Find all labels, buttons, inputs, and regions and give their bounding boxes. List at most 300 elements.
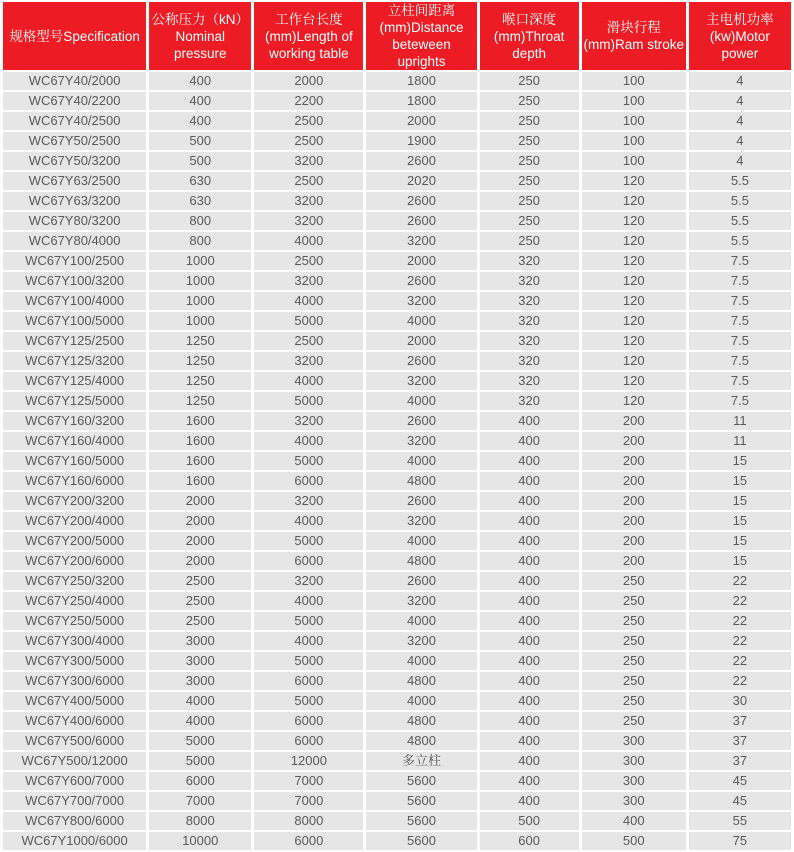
table-row bbox=[3, 92, 791, 110]
value-cell: 45 bbox=[689, 772, 791, 790]
table-row bbox=[3, 692, 791, 710]
value-cell: 7.5 bbox=[689, 252, 791, 270]
spec-model-cell: WC67Y300/5000 bbox=[3, 652, 146, 670]
value-cell: 2600 bbox=[366, 152, 476, 170]
spec-model-cell: WC67Y50/3200 bbox=[3, 152, 146, 170]
spec-model-cell: WC67Y700/7000 bbox=[3, 792, 146, 810]
table-row bbox=[3, 372, 791, 390]
value-cell: 120 bbox=[582, 292, 686, 310]
spec-model-cell: WC67Y160/5000 bbox=[3, 452, 146, 470]
value-cell: 3200 bbox=[254, 572, 363, 590]
spec-model-cell: WC67Y100/2500 bbox=[3, 252, 146, 270]
value-cell: 4000 bbox=[366, 452, 476, 470]
spec-model-cell: WC67Y40/2200 bbox=[3, 92, 146, 110]
value-cell: 4000 bbox=[149, 692, 251, 710]
value-cell: 3200 bbox=[254, 492, 363, 510]
value-cell: 4000 bbox=[149, 712, 251, 730]
table-row bbox=[3, 832, 791, 850]
column-header-working-table-length: 工作台长度 (mm)Length of working table bbox=[254, 2, 363, 70]
spec-model-cell: WC67Y100/4000 bbox=[3, 292, 146, 310]
table-row bbox=[3, 392, 791, 410]
value-cell: 37 bbox=[689, 752, 791, 770]
value-cell: 6000 bbox=[149, 772, 251, 790]
value-cell: 400 bbox=[480, 752, 579, 770]
table-row bbox=[3, 292, 791, 310]
column-header-specification: 规格型号Specification bbox=[3, 2, 146, 70]
value-cell: 4000 bbox=[366, 612, 476, 630]
spec-model-cell: WC67Y200/6000 bbox=[3, 552, 146, 570]
value-cell: 100 bbox=[582, 152, 686, 170]
value-cell: 15 bbox=[689, 512, 791, 530]
table-row bbox=[3, 72, 791, 90]
value-cell: 320 bbox=[480, 352, 579, 370]
value-cell: 22 bbox=[689, 612, 791, 630]
value-cell: 15 bbox=[689, 452, 791, 470]
value-cell: 250 bbox=[582, 632, 686, 650]
value-cell: 320 bbox=[480, 312, 579, 330]
value-cell: 4000 bbox=[366, 532, 476, 550]
value-cell: 4000 bbox=[254, 232, 363, 250]
value-cell: 5000 bbox=[254, 312, 363, 330]
value-cell: 1600 bbox=[149, 472, 251, 490]
value-cell: 7000 bbox=[254, 772, 363, 790]
value-cell: 3200 bbox=[366, 592, 476, 610]
value-cell: 7000 bbox=[149, 792, 251, 810]
value-cell: 400 bbox=[480, 692, 579, 710]
value-cell: 5000 bbox=[254, 392, 363, 410]
value-cell: 2200 bbox=[254, 92, 363, 110]
table-row bbox=[3, 272, 791, 290]
table-row bbox=[3, 612, 791, 630]
spec-model-cell: WC67Y300/4000 bbox=[3, 632, 146, 650]
value-cell: 5600 bbox=[366, 812, 476, 830]
value-cell: 120 bbox=[582, 192, 686, 210]
value-cell: 400 bbox=[480, 432, 579, 450]
value-cell: 75 bbox=[689, 832, 791, 850]
value-cell: 400 bbox=[480, 712, 579, 730]
value-cell: 500 bbox=[480, 812, 579, 830]
value-cell: 2500 bbox=[254, 172, 363, 190]
value-cell: 120 bbox=[582, 332, 686, 350]
value-cell: 400 bbox=[149, 72, 251, 90]
value-cell: 400 bbox=[480, 732, 579, 750]
value-cell: 100 bbox=[582, 72, 686, 90]
value-cell: 400 bbox=[480, 552, 579, 570]
value-cell: 1250 bbox=[149, 392, 251, 410]
value-cell: 500 bbox=[582, 832, 686, 850]
value-cell: 2500 bbox=[254, 332, 363, 350]
spec-model-cell: WC67Y63/2500 bbox=[3, 172, 146, 190]
value-cell: 6000 bbox=[254, 712, 363, 730]
table-row bbox=[3, 752, 791, 770]
value-cell: 1600 bbox=[149, 452, 251, 470]
value-cell: 7.5 bbox=[689, 272, 791, 290]
value-cell: 500 bbox=[149, 152, 251, 170]
value-cell: 320 bbox=[480, 252, 579, 270]
value-cell: 4 bbox=[689, 152, 791, 170]
value-cell: 400 bbox=[480, 792, 579, 810]
value-cell: 1250 bbox=[149, 332, 251, 350]
value-cell: 250 bbox=[582, 712, 686, 730]
table-row bbox=[3, 652, 791, 670]
spec-model-cell: WC67Y250/4000 bbox=[3, 592, 146, 610]
spec-model-cell: WC67Y1000/6000 bbox=[3, 832, 146, 850]
value-cell: 5600 bbox=[366, 832, 476, 850]
value-cell: 5600 bbox=[366, 792, 476, 810]
value-cell: 250 bbox=[582, 672, 686, 690]
value-cell: 55 bbox=[689, 812, 791, 830]
value-cell: 4800 bbox=[366, 712, 476, 730]
spec-model-cell: WC67Y300/6000 bbox=[3, 672, 146, 690]
value-cell: 10000 bbox=[149, 832, 251, 850]
value-cell: 22 bbox=[689, 652, 791, 670]
value-cell: 200 bbox=[582, 512, 686, 530]
value-cell: 2600 bbox=[366, 572, 476, 590]
spec-model-cell: WC67Y500/6000 bbox=[3, 732, 146, 750]
value-cell: 4 bbox=[689, 132, 791, 150]
column-header-throat-depth: 喉口深度 (mm)Throat depth bbox=[480, 2, 579, 70]
table-row bbox=[3, 192, 791, 210]
value-cell: 2020 bbox=[366, 172, 476, 190]
value-cell: 400 bbox=[149, 92, 251, 110]
value-cell: 250 bbox=[480, 232, 579, 250]
value-cell: 2600 bbox=[366, 212, 476, 230]
value-cell: 200 bbox=[582, 492, 686, 510]
value-cell: 250 bbox=[480, 112, 579, 130]
table-row bbox=[3, 112, 791, 130]
value-cell: 4000 bbox=[366, 392, 476, 410]
value-cell: 400 bbox=[480, 612, 579, 630]
value-cell: 5.5 bbox=[689, 192, 791, 210]
value-cell: 320 bbox=[480, 272, 579, 290]
value-cell: 500 bbox=[149, 132, 251, 150]
value-cell: 3200 bbox=[366, 292, 476, 310]
spec-model-cell: WC67Y200/3200 bbox=[3, 492, 146, 510]
value-cell: 5000 bbox=[254, 452, 363, 470]
value-cell: 4 bbox=[689, 112, 791, 130]
value-cell: 22 bbox=[689, 572, 791, 590]
value-cell: 250 bbox=[582, 652, 686, 670]
value-cell: 3200 bbox=[254, 272, 363, 290]
value-cell: 250 bbox=[480, 192, 579, 210]
value-cell: 400 bbox=[480, 672, 579, 690]
value-cell: 120 bbox=[582, 392, 686, 410]
spec-model-cell: WC67Y250/5000 bbox=[3, 612, 146, 630]
table-row bbox=[3, 412, 791, 430]
table-row bbox=[3, 172, 791, 190]
column-header-distance-between-uprights: 立柱间距离 (mm)Distance beteween uprights bbox=[366, 2, 476, 70]
value-cell: 12000 bbox=[254, 752, 363, 770]
value-cell: 2500 bbox=[254, 132, 363, 150]
spec-model-cell: WC67Y40/2000 bbox=[3, 72, 146, 90]
table-row bbox=[3, 632, 791, 650]
value-cell: 400 bbox=[149, 112, 251, 130]
value-cell: 250 bbox=[480, 172, 579, 190]
table-row bbox=[3, 772, 791, 790]
value-cell: 4000 bbox=[366, 652, 476, 670]
value-cell: 3000 bbox=[149, 652, 251, 670]
value-cell: 120 bbox=[582, 312, 686, 330]
spec-model-cell: WC67Y125/4000 bbox=[3, 372, 146, 390]
value-cell: 400 bbox=[480, 512, 579, 530]
value-cell: 3200 bbox=[254, 152, 363, 170]
value-cell: 1000 bbox=[149, 272, 251, 290]
value-cell: 15 bbox=[689, 492, 791, 510]
column-header-nominal-pressure: 公称压力（kN） Nominal pressure bbox=[149, 2, 251, 70]
value-cell: 7.5 bbox=[689, 352, 791, 370]
value-cell: 1800 bbox=[366, 92, 476, 110]
value-cell: 3000 bbox=[149, 672, 251, 690]
value-cell: 200 bbox=[582, 552, 686, 570]
table-row bbox=[3, 252, 791, 270]
spec-model-cell: WC67Y100/5000 bbox=[3, 312, 146, 330]
value-cell: 120 bbox=[582, 212, 686, 230]
value-cell: 250 bbox=[582, 692, 686, 710]
value-cell: 300 bbox=[582, 732, 686, 750]
value-cell: 4000 bbox=[366, 312, 476, 330]
value-cell: 2600 bbox=[366, 192, 476, 210]
value-cell: 250 bbox=[582, 592, 686, 610]
value-cell: 100 bbox=[582, 132, 686, 150]
value-cell: 400 bbox=[480, 572, 579, 590]
value-cell: 630 bbox=[149, 172, 251, 190]
value-cell: 4000 bbox=[366, 692, 476, 710]
value-cell: 3000 bbox=[149, 632, 251, 650]
value-cell: 250 bbox=[582, 612, 686, 630]
table-row bbox=[3, 532, 791, 550]
value-cell: 2500 bbox=[149, 612, 251, 630]
value-cell: 1000 bbox=[149, 312, 251, 330]
value-cell: 2000 bbox=[366, 252, 476, 270]
value-cell: 22 bbox=[689, 592, 791, 610]
value-cell: 200 bbox=[582, 452, 686, 470]
value-cell: 15 bbox=[689, 532, 791, 550]
value-cell: 15 bbox=[689, 552, 791, 570]
spec-model-cell: WC67Y160/4000 bbox=[3, 432, 146, 450]
value-cell: 400 bbox=[480, 412, 579, 430]
table-row bbox=[3, 212, 791, 230]
value-cell: 300 bbox=[582, 752, 686, 770]
value-cell: 300 bbox=[582, 792, 686, 810]
value-cell: 5000 bbox=[149, 752, 251, 770]
spec-model-cell: WC67Y80/3200 bbox=[3, 212, 146, 230]
table-row bbox=[3, 572, 791, 590]
value-cell: 400 bbox=[480, 632, 579, 650]
value-cell: 400 bbox=[480, 652, 579, 670]
value-cell: 4800 bbox=[366, 732, 476, 750]
value-cell: 800 bbox=[149, 232, 251, 250]
spec-model-cell: WC67Y160/6000 bbox=[3, 472, 146, 490]
value-cell: 2500 bbox=[254, 252, 363, 270]
spec-model-cell: WC67Y50/2500 bbox=[3, 132, 146, 150]
value-cell: 4800 bbox=[366, 552, 476, 570]
value-cell: 2000 bbox=[254, 72, 363, 90]
value-cell: 250 bbox=[480, 72, 579, 90]
value-cell: 2600 bbox=[366, 272, 476, 290]
value-cell: 400 bbox=[480, 592, 579, 610]
value-cell: 2600 bbox=[366, 412, 476, 430]
value-cell: 4800 bbox=[366, 472, 476, 490]
value-cell: 400 bbox=[582, 812, 686, 830]
value-cell: 1000 bbox=[149, 252, 251, 270]
table-row bbox=[3, 432, 791, 450]
table-row bbox=[3, 712, 791, 730]
value-cell: 6000 bbox=[254, 552, 363, 570]
value-cell: 7.5 bbox=[689, 292, 791, 310]
value-cell: 多立柱 bbox=[366, 752, 476, 770]
table-row bbox=[3, 512, 791, 530]
value-cell: 5.5 bbox=[689, 232, 791, 250]
value-cell: 7.5 bbox=[689, 312, 791, 330]
value-cell: 5000 bbox=[254, 692, 363, 710]
spec-model-cell: WC67Y40/2500 bbox=[3, 112, 146, 130]
value-cell: 250 bbox=[480, 152, 579, 170]
value-cell: 4 bbox=[689, 72, 791, 90]
value-cell: 3200 bbox=[254, 412, 363, 430]
value-cell: 30 bbox=[689, 692, 791, 710]
spec-model-cell: WC67Y400/5000 bbox=[3, 692, 146, 710]
value-cell: 8000 bbox=[149, 812, 251, 830]
spec-model-cell: WC67Y200/4000 bbox=[3, 512, 146, 530]
value-cell: 3200 bbox=[254, 192, 363, 210]
value-cell: 37 bbox=[689, 732, 791, 750]
value-cell: 11 bbox=[689, 412, 791, 430]
value-cell: 200 bbox=[582, 472, 686, 490]
value-cell: 22 bbox=[689, 632, 791, 650]
value-cell: 1900 bbox=[366, 132, 476, 150]
value-cell: 3200 bbox=[254, 212, 363, 230]
value-cell: 7.5 bbox=[689, 392, 791, 410]
value-cell: 3200 bbox=[366, 232, 476, 250]
value-cell: 3200 bbox=[366, 632, 476, 650]
table-row bbox=[3, 812, 791, 830]
value-cell: 320 bbox=[480, 332, 579, 350]
value-cell: 2500 bbox=[149, 592, 251, 610]
table-row bbox=[3, 332, 791, 350]
value-cell: 8000 bbox=[254, 812, 363, 830]
value-cell: 5.5 bbox=[689, 172, 791, 190]
spec-model-cell: WC67Y200/5000 bbox=[3, 532, 146, 550]
value-cell: 400 bbox=[480, 472, 579, 490]
spec-model-cell: WC67Y400/6000 bbox=[3, 712, 146, 730]
value-cell: 200 bbox=[582, 532, 686, 550]
spec-model-cell: WC67Y600/7000 bbox=[3, 772, 146, 790]
spec-model-cell: WC67Y125/2500 bbox=[3, 332, 146, 350]
value-cell: 1250 bbox=[149, 372, 251, 390]
value-cell: 11 bbox=[689, 432, 791, 450]
value-cell: 200 bbox=[582, 432, 686, 450]
value-cell: 5600 bbox=[366, 772, 476, 790]
value-cell: 320 bbox=[480, 392, 579, 410]
value-cell: 250 bbox=[582, 572, 686, 590]
value-cell: 120 bbox=[582, 232, 686, 250]
value-cell: 3200 bbox=[254, 352, 363, 370]
value-cell: 600 bbox=[480, 832, 579, 850]
value-cell: 2500 bbox=[149, 572, 251, 590]
value-cell: 7.5 bbox=[689, 372, 791, 390]
value-cell: 2000 bbox=[149, 552, 251, 570]
value-cell: 2000 bbox=[149, 512, 251, 530]
column-header-motor-power: 主电机功率 (kw)Motor power bbox=[689, 2, 791, 70]
value-cell: 3200 bbox=[366, 372, 476, 390]
value-cell: 1000 bbox=[149, 292, 251, 310]
spec-model-cell: WC67Y125/5000 bbox=[3, 392, 146, 410]
value-cell: 250 bbox=[480, 212, 579, 230]
value-cell: 5.5 bbox=[689, 212, 791, 230]
value-cell: 120 bbox=[582, 352, 686, 370]
value-cell: 5000 bbox=[149, 732, 251, 750]
column-header-ram-stroke: 滑块行程 (mm)Ram stroke bbox=[582, 2, 686, 70]
table-row bbox=[3, 552, 791, 570]
spec-model-cell: WC67Y800/6000 bbox=[3, 812, 146, 830]
value-cell: 120 bbox=[582, 372, 686, 390]
table-row bbox=[3, 152, 791, 170]
value-cell: 4000 bbox=[254, 512, 363, 530]
value-cell: 1250 bbox=[149, 352, 251, 370]
value-cell: 2000 bbox=[149, 492, 251, 510]
table-row bbox=[3, 672, 791, 690]
value-cell: 5000 bbox=[254, 532, 363, 550]
value-cell: 250 bbox=[480, 92, 579, 110]
value-cell: 320 bbox=[480, 372, 579, 390]
value-cell: 6000 bbox=[254, 672, 363, 690]
value-cell: 45 bbox=[689, 792, 791, 810]
value-cell: 4000 bbox=[254, 432, 363, 450]
spec-model-cell: WC67Y160/3200 bbox=[3, 412, 146, 430]
table-body bbox=[3, 72, 791, 850]
value-cell: 22 bbox=[689, 672, 791, 690]
spec-model-cell: WC67Y500/12000 bbox=[3, 752, 146, 770]
value-cell: 2600 bbox=[366, 492, 476, 510]
value-cell: 4000 bbox=[254, 372, 363, 390]
value-cell: 4 bbox=[689, 92, 791, 110]
table-row bbox=[3, 492, 791, 510]
value-cell: 250 bbox=[480, 132, 579, 150]
spec-model-cell: WC67Y80/4000 bbox=[3, 232, 146, 250]
value-cell: 6000 bbox=[254, 732, 363, 750]
value-cell: 400 bbox=[480, 532, 579, 550]
value-cell: 3200 bbox=[366, 432, 476, 450]
value-cell: 5000 bbox=[254, 612, 363, 630]
value-cell: 2000 bbox=[149, 532, 251, 550]
table-row bbox=[3, 132, 791, 150]
value-cell: 320 bbox=[480, 292, 579, 310]
value-cell: 6000 bbox=[254, 832, 363, 850]
value-cell: 120 bbox=[582, 272, 686, 290]
table-row bbox=[3, 232, 791, 250]
value-cell: 4000 bbox=[254, 592, 363, 610]
value-cell: 7000 bbox=[254, 792, 363, 810]
value-cell: 800 bbox=[149, 212, 251, 230]
value-cell: 400 bbox=[480, 492, 579, 510]
value-cell: 2000 bbox=[366, 332, 476, 350]
value-cell: 120 bbox=[582, 172, 686, 190]
value-cell: 1600 bbox=[149, 432, 251, 450]
value-cell: 4800 bbox=[366, 672, 476, 690]
value-cell: 2600 bbox=[366, 352, 476, 370]
value-cell: 100 bbox=[582, 112, 686, 130]
header-row bbox=[3, 2, 791, 70]
value-cell: 120 bbox=[582, 252, 686, 270]
table-row bbox=[3, 452, 791, 470]
table-row bbox=[3, 732, 791, 750]
value-cell: 400 bbox=[480, 452, 579, 470]
value-cell: 4000 bbox=[254, 292, 363, 310]
value-cell: 7.5 bbox=[689, 332, 791, 350]
table-row bbox=[3, 472, 791, 490]
value-cell: 200 bbox=[582, 412, 686, 430]
value-cell: 630 bbox=[149, 192, 251, 210]
